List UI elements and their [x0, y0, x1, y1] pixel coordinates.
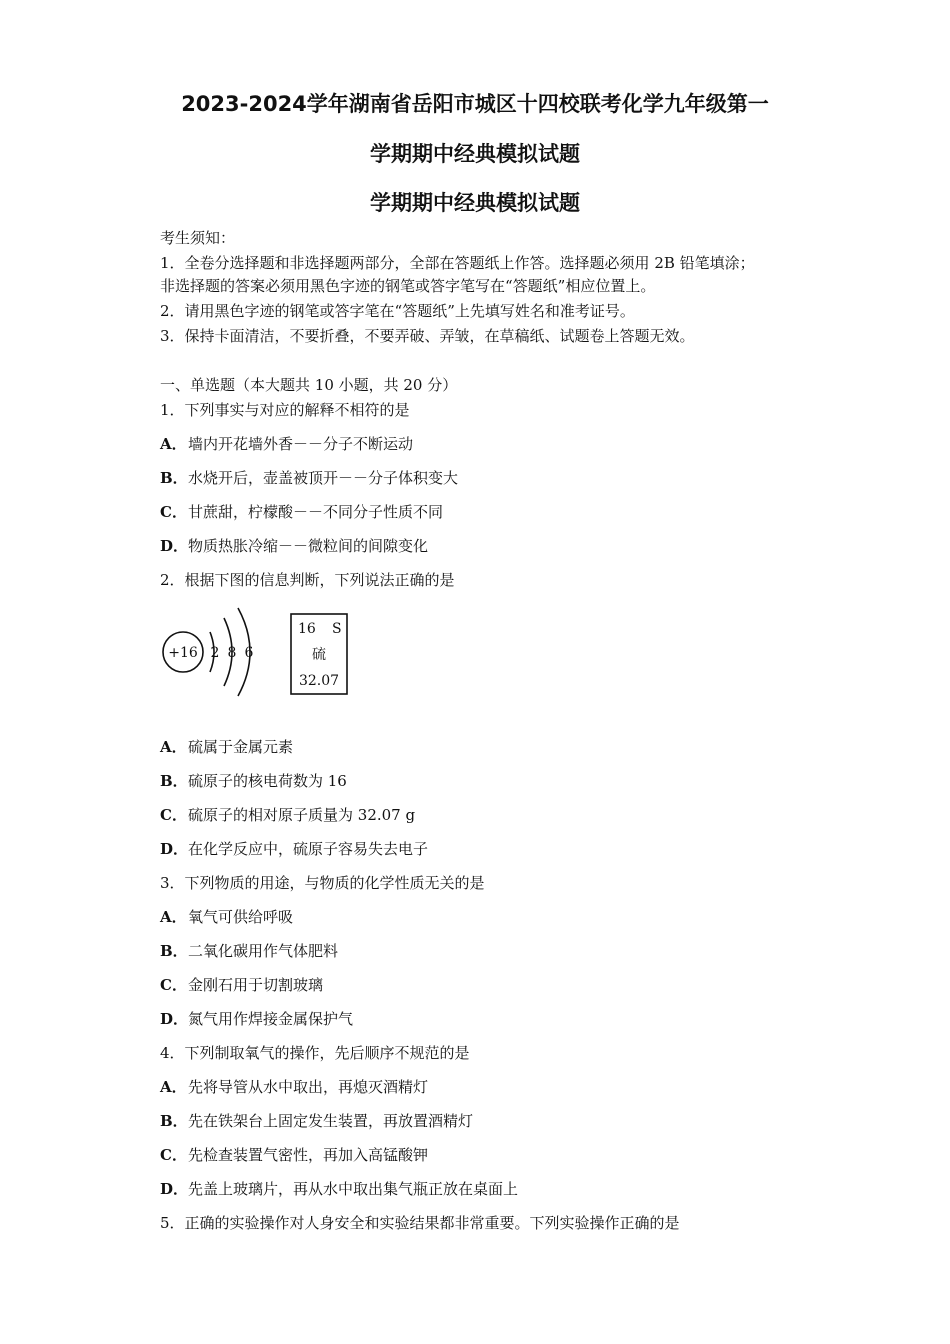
option-letter: D． — [160, 537, 189, 555]
option-letter: B． — [160, 772, 188, 790]
element-symbol: S — [332, 621, 342, 637]
question-2-option-a — [160, 737, 293, 757]
option-letter: C． — [160, 976, 187, 994]
question-2-option-c — [160, 805, 415, 825]
option-text: 金刚石用于切割玻璃 — [188, 976, 324, 994]
sulfur-diagram — [158, 600, 358, 700]
question-3-stem: 3．下列物质的用途，与物质的化学性质无关的是 — [160, 874, 485, 892]
shell-count-2: 8 — [227, 645, 237, 661]
question-2-option-d — [160, 839, 428, 859]
notice-item-3: 3．保持卡面清洁，不要折叠，不要弄破、弄皱，在草稿纸、试题卷上答题无效。 — [160, 327, 695, 345]
option-text: 氮气用作焊接金属保护气 — [188, 1010, 354, 1028]
option-text: 先在铁架台上固定发生装置，再放置酒精灯 — [188, 1112, 474, 1130]
option-letter: C． — [160, 503, 187, 521]
option-letter: A． — [160, 1078, 187, 1096]
option-text: 物质热胀冷缩－－微粒间的间隙变化 — [188, 537, 429, 555]
option-text: 二氧化碳用作气体肥料 — [188, 942, 339, 960]
option-text: 先检查装置气密性，再加入高锰酸钾 — [188, 1146, 429, 1164]
option-letter: D． — [160, 840, 189, 858]
option-text: 硫原子的相对原子质量为 32.07 g — [188, 806, 416, 824]
page-title-line-3: 学期期中经典模拟试题 — [370, 191, 580, 215]
shell-count-3: 6 — [244, 645, 254, 661]
element-number: 16 — [298, 621, 316, 637]
question-1-option-c — [160, 502, 443, 522]
option-text: 水烧开后，壶盖被顶开－－分子体积变大 — [188, 469, 459, 487]
option-letter: D． — [160, 1010, 189, 1028]
shell-count-1: 2 — [210, 645, 220, 661]
question-1-option-d — [160, 536, 428, 556]
sulfur-atom-figure — [158, 600, 358, 700]
question-3-option-a — [160, 907, 293, 927]
notice-item-1-line-2: 非选择题的答案必须用黑色字迹的钢笔或答字笔写在“答题纸”相应位置上。 — [160, 277, 656, 295]
option-letter: B． — [160, 942, 188, 960]
question-4-option-d — [160, 1179, 518, 1199]
option-letter: A． — [160, 435, 187, 453]
page-title-line-1: 2023-2024学年湖南省岳阳市城区十四校联考化学九年级第一 — [181, 92, 769, 116]
question-1-option-a — [160, 434, 413, 454]
question-4-stem: 4．下列制取氧气的操作，先后顺序不规范的是 — [160, 1044, 470, 1062]
option-text: 硫原子的核电荷数为 16 — [188, 772, 347, 790]
question-5-stem: 5．正确的实验操作对人身安全和实验结果都非常重要。下列实验操作正确的是 — [160, 1214, 680, 1232]
option-letter: B． — [160, 469, 188, 487]
option-letter: C． — [160, 806, 187, 824]
question-1-option-b — [160, 468, 458, 488]
option-text: 在化学反应中，硫原子容易失去电子 — [188, 840, 429, 858]
page-title-line-2: 学期期中经典模拟试题 — [370, 142, 580, 166]
element-mass: 32.07 — [298, 673, 340, 689]
question-2-stem: 2．根据下图的信息判断，下列说法正确的是 — [160, 571, 455, 589]
nucleus-charge: +16 — [168, 645, 198, 661]
option-text: 甘蔗甜，柠檬酸－－不同分子性质不同 — [188, 503, 444, 521]
notice-item-1-line-1: 1．全卷分选择题和非选择题两部分，全部在答题纸上作答。选择题必须用 2B 铅笔填涂； — [160, 254, 755, 272]
notice-item-2: 2．请用黑色字迹的钢笔或答字笔在“答题纸”上先填写姓名和准考证号。 — [160, 302, 635, 320]
option-letter: A． — [160, 738, 187, 756]
option-letter: B． — [160, 1112, 188, 1130]
section-heading: 一、单选题（本大题共 10 小题，共 20 分） — [160, 376, 458, 394]
option-letter: D． — [160, 1180, 189, 1198]
option-text: 墙内开花墙外香－－分子不断运动 — [188, 435, 414, 453]
question-3-option-b — [160, 941, 338, 961]
option-text: 氧气可供给呼吸 — [188, 908, 294, 926]
notice-heading: 考生须知： — [160, 229, 236, 247]
option-letter: A． — [160, 908, 187, 926]
question-3-option-c — [160, 975, 323, 995]
question-4-option-a — [160, 1077, 428, 1097]
question-4-option-b — [160, 1111, 473, 1131]
option-letter: C． — [160, 1146, 187, 1164]
option-text: 硫属于金属元素 — [188, 738, 294, 756]
option-text: 先将导管从水中取出，再熄灭酒精灯 — [188, 1078, 429, 1096]
question-1-stem: 1．下列事实与对应的解释不相符的是 — [160, 401, 410, 419]
question-4-option-c — [160, 1145, 428, 1165]
question-2-option-b — [160, 771, 347, 791]
question-3-option-d — [160, 1009, 353, 1029]
option-text: 先盖上玻璃片，再从水中取出集气瓶正放在桌面上 — [188, 1180, 519, 1198]
element-name: 硫 — [312, 647, 326, 663]
